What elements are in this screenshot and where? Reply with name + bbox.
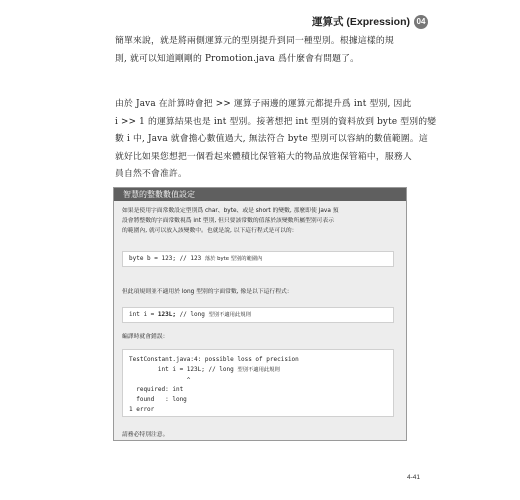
paragraph-line: 數 i 中, Java 就會擔心數值過大, 無法符合 byte 型別可以容納的數值範圍。這: [115, 134, 428, 144]
tip-intro: [122, 206, 398, 236]
code-line: ^: [129, 376, 191, 384]
paragraph-line: 則, 就可以知道剛剛的 Promotion.java 爲什麼會有問題了。: [115, 53, 360, 64]
code-block-long: [122, 307, 394, 323]
code-line: found : long: [129, 396, 187, 404]
tip-body: [114, 201, 406, 440]
code-comment: 落於 byte 型別的範圍內: [204, 256, 263, 262]
tip-middle: [122, 287, 398, 297]
tip-line: 的範圍內, 就可以放入該變數中。也就是說, 以下這行程式是可以的：: [122, 228, 298, 234]
code-bold-literal: 123L;: [157, 311, 176, 318]
paragraph-line: i >> 1 的運算結果也是 int 型別。接著想把 int 型別的資料放到 byte 型別的變: [115, 116, 437, 127]
code-text: int i = 123L; // long: [129, 365, 238, 373]
code-line: TestConstant.java:4: possible loss of precision: [129, 356, 299, 363]
tip-line: 編譯時就會錯誤：: [122, 334, 169, 340]
tip-note: [122, 430, 398, 440]
code-text: byte b = 123; // 123: [129, 255, 205, 262]
code-line: [129, 365, 393, 376]
paragraph-line: 由於 Java 在計算時會把 >> 運算子兩邊的運算元都提升爲 int 型別, 因此: [115, 99, 412, 109]
code-comment: 型別不適用此規則: [237, 366, 280, 373]
tip-line: 如果是使用字面常數設定型別爲 char、byte、或是 short 的變數, 那麼即使 Java 預: [122, 208, 339, 214]
code-block-byte: [122, 251, 394, 267]
chapter-title: 運算式 (Expression): [311, 16, 410, 28]
chapter-number-badge: 04: [414, 15, 428, 29]
paragraph-2: [115, 96, 437, 184]
paragraph-line: 員自然不會准許。: [115, 169, 187, 179]
running-header: [312, 14, 428, 29]
code-text: // long: [175, 311, 209, 318]
paragraph-line: 就好比如果您想把一個看起來體積比保管箱大的物品放進保管箱中，服務人: [115, 151, 412, 162]
page-number: 4-41: [406, 474, 420, 481]
code-line: 1 error: [129, 405, 155, 413]
paragraph-1: [115, 33, 415, 68]
code-comment: 型別不適用此規則: [208, 312, 251, 318]
tip-title: 智慧的整數數值設定: [114, 188, 406, 201]
tip-box: [113, 187, 407, 441]
paragraph-line: 簡單來說，就是將兩側運算元的型別提升到同一種型別。根據這樣的規: [115, 36, 394, 46]
code-line: required: int: [129, 386, 184, 394]
tip-line: 請務必特別注意。: [122, 432, 169, 438]
tip-line: 但此項規則並不適用於 long 型別的字面常數, 像是以下這行程式：: [122, 289, 293, 295]
tip-line: 設會將整數的字面常數視爲 int 型別, 但只要該常數的值落於該變數所屬型別可表示: [122, 218, 335, 224]
code-block-error: [122, 349, 394, 417]
tip-compile-label: [122, 332, 398, 342]
code-text: int i =: [129, 311, 158, 318]
